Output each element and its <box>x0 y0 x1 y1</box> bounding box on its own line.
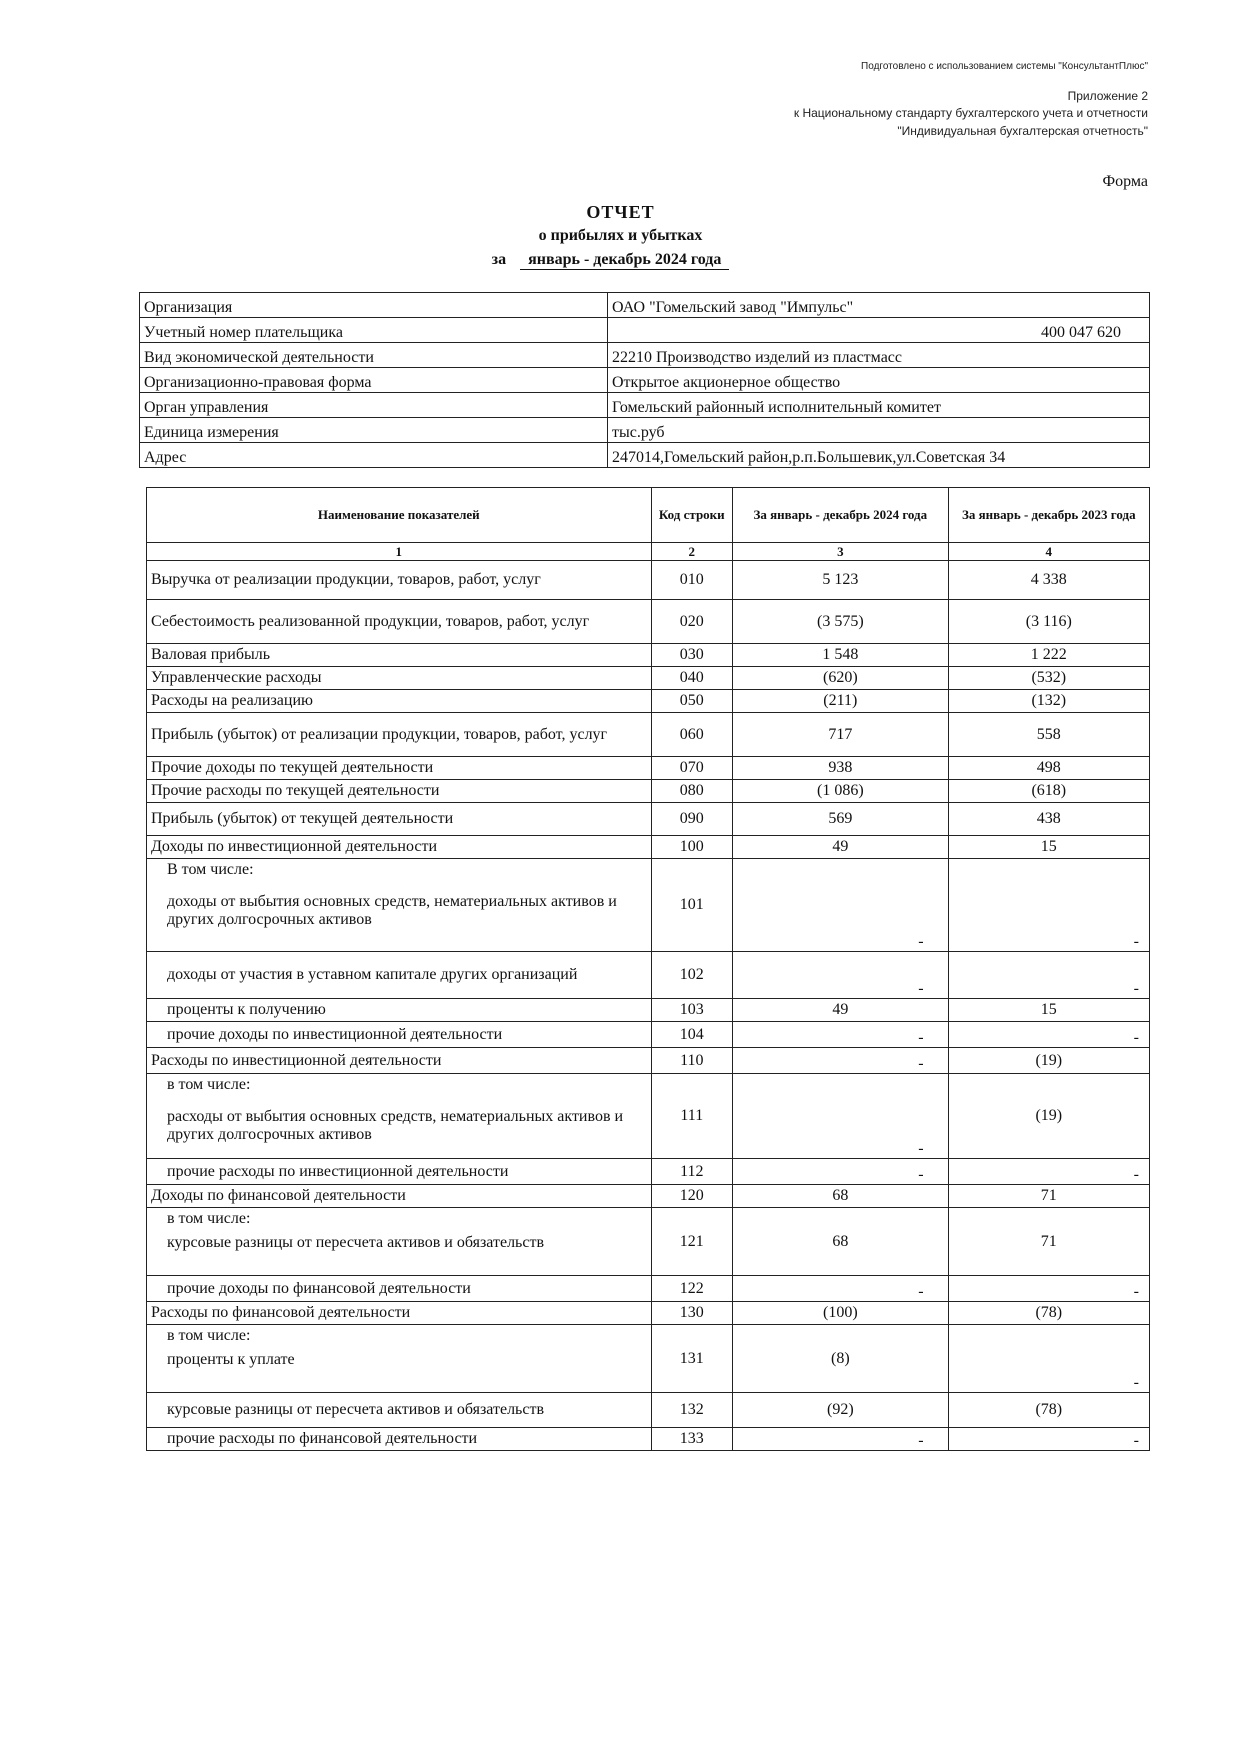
info-label: Организация <box>140 293 608 318</box>
value-2023: - <box>948 1276 1149 1302</box>
value-2024: 68 <box>733 1208 949 1276</box>
table-row <box>147 1208 1150 1276</box>
table-row <box>147 859 1150 952</box>
index-3: 3 <box>733 543 949 561</box>
row-name <box>147 1325 652 1393</box>
info-row <box>140 368 1150 393</box>
row-label: проценты к уплате <box>167 1351 295 1368</box>
value-2024: - <box>733 1048 949 1074</box>
value-2023: - <box>948 952 1149 999</box>
value-2024: 938 <box>733 757 949 780</box>
table-row <box>147 803 1150 836</box>
row-label: курсовые разницы от пересчета активов и обязательств <box>167 1234 544 1251</box>
row-code: 040 <box>651 667 733 690</box>
table-row <box>147 1393 1150 1428</box>
info-value: Открытое акционерное общество <box>608 368 1150 393</box>
value-2023: - <box>948 1428 1149 1451</box>
value-2023: (3 116) <box>948 600 1149 644</box>
report-title: ОТЧЕТ <box>586 202 655 222</box>
value-2024: 717 <box>733 713 949 757</box>
value-2024: (8) <box>733 1325 949 1393</box>
row-code: 050 <box>651 690 733 713</box>
info-row <box>140 393 1150 418</box>
header-code: Код строки <box>651 488 733 543</box>
value-2023: 4 338 <box>948 561 1149 600</box>
row-subheading: в том числе: <box>167 1327 251 1344</box>
info-label: Вид экономической деятельности <box>140 343 608 368</box>
info-value: 247014,Гомельский район,р.п.Большевик,ул.Советская 34 <box>608 443 1150 468</box>
info-row <box>140 343 1150 368</box>
info-value: 22210 Производство изделий из пластмасс <box>608 343 1150 368</box>
row-name: прочие расходы по финансовой деятельности <box>147 1428 652 1451</box>
value-2023: 71 <box>948 1185 1149 1208</box>
value-2023: 438 <box>948 803 1149 836</box>
row-name: Прочие доходы по текущей деятельности <box>147 757 652 780</box>
value-2024: - <box>733 1159 949 1185</box>
index-4: 4 <box>948 543 1149 561</box>
appendix-standard: к Национальному стандарту бухгалтерского учета и отчетности <box>793 106 1148 120</box>
row-name: Расходы по финансовой деятельности <box>147 1302 652 1325</box>
row-name: Себестоимость реализованной продукции, товаров, работ, услуг <box>147 600 652 644</box>
row-code: 101 <box>651 859 733 952</box>
row-code: 111 <box>651 1074 733 1159</box>
row-name: проценты к получению <box>147 999 652 1022</box>
row-name <box>147 1074 652 1159</box>
row-name: Прочие расходы по текущей деятельности <box>147 780 652 803</box>
value-2023: (618) <box>948 780 1149 803</box>
row-subheading: в том числе: <box>167 1076 251 1093</box>
value-2023: (78) <box>948 1302 1149 1325</box>
info-value: 400 047 620 <box>608 318 1150 343</box>
table-row <box>147 1185 1150 1208</box>
info-row <box>140 443 1150 468</box>
row-code: 120 <box>651 1185 733 1208</box>
info-value: ОАО "Гомельский завод "Импульс" <box>608 293 1150 318</box>
row-name: прочие доходы по финансовой деятельности <box>147 1276 652 1302</box>
row-code: 132 <box>651 1393 733 1428</box>
row-name: Выручка от реализации продукции, товаров, работ, услуг <box>147 561 652 600</box>
value-2024: 569 <box>733 803 949 836</box>
value-2024: 49 <box>733 836 949 859</box>
value-2023: 15 <box>948 836 1149 859</box>
value-2023: (532) <box>948 667 1149 690</box>
index-1: 1 <box>147 543 652 561</box>
row-name: Расходы на реализацию <box>147 690 652 713</box>
appendix-label: Приложение 2 <box>1067 89 1148 103</box>
info-row <box>140 318 1150 343</box>
row-code: 104 <box>651 1022 733 1048</box>
value-2024: - <box>733 1428 949 1451</box>
table-row <box>147 1022 1150 1048</box>
value-2023: 558 <box>948 713 1149 757</box>
value-2024: 49 <box>733 999 949 1022</box>
row-name: Прибыль (убыток) от текущей деятельности <box>147 803 652 836</box>
row-code: 010 <box>651 561 733 600</box>
table-row <box>147 1325 1150 1393</box>
row-code: 133 <box>651 1428 733 1451</box>
row-name: Валовая прибыль <box>147 644 652 667</box>
row-name: Расходы по инвестиционной деятельности <box>147 1048 652 1074</box>
value-2024: - <box>733 1022 949 1048</box>
row-name: Доходы по финансовой деятельности <box>147 1185 652 1208</box>
value-2024: - <box>733 952 949 999</box>
table-row <box>147 561 1150 600</box>
value-2023: 15 <box>948 999 1149 1022</box>
table-row <box>147 713 1150 757</box>
info-label: Единица измерения <box>140 418 608 443</box>
row-code: 090 <box>651 803 733 836</box>
table-row <box>147 644 1150 667</box>
table-row <box>147 1048 1150 1074</box>
value-2023: - <box>948 1325 1149 1393</box>
row-subheading: В том числе: <box>167 861 254 878</box>
value-2024: (211) <box>733 690 949 713</box>
row-code: 080 <box>651 780 733 803</box>
value-2023: - <box>948 1159 1149 1185</box>
table-row <box>147 836 1150 859</box>
report-subtitle: о прибылях и убытках <box>538 227 703 244</box>
form-label: Форма <box>1102 173 1148 190</box>
row-code: 103 <box>651 999 733 1022</box>
table-row <box>147 600 1150 644</box>
value-2024: (1 086) <box>733 780 949 803</box>
value-2024: 68 <box>733 1185 949 1208</box>
table-row <box>147 1428 1150 1451</box>
value-2023: 498 <box>948 757 1149 780</box>
row-code: 102 <box>651 952 733 999</box>
row-code: 121 <box>651 1208 733 1276</box>
report-period: январь - декабрь 2024 года <box>520 251 729 270</box>
row-code: 030 <box>651 644 733 667</box>
table-header-row <box>147 488 1150 543</box>
table-row <box>147 999 1150 1022</box>
row-name: курсовые разницы от пересчета активов и обязательств <box>147 1393 652 1428</box>
value-2023: - <box>948 859 1149 952</box>
profit-loss-table <box>146 487 1150 1451</box>
table-row <box>147 1276 1150 1302</box>
row-code: 060 <box>651 713 733 757</box>
prepared-note: Подготовлено с использованием системы "КонсультантПлюс" <box>861 61 1148 72</box>
row-code: 130 <box>651 1302 733 1325</box>
row-code: 100 <box>651 836 733 859</box>
report-period-line <box>0 251 1231 270</box>
row-name: доходы от участия в уставном капитале других организаций <box>147 952 652 999</box>
info-value: Гомельский районный исполнительный комитет <box>608 393 1150 418</box>
index-2: 2 <box>651 543 733 561</box>
appendix-standard-name: "Индивидуальная бухгалтерская отчетность" <box>897 124 1148 138</box>
table-row <box>147 1074 1150 1159</box>
row-code: 110 <box>651 1048 733 1074</box>
value-2024: 5 123 <box>733 561 949 600</box>
row-code: 112 <box>651 1159 733 1185</box>
value-2023: (19) <box>948 1074 1149 1159</box>
value-2024: (620) <box>733 667 949 690</box>
row-name: Прибыль (убыток) от реализации продукции, товаров, работ, услуг <box>147 713 652 757</box>
row-name <box>147 1208 652 1276</box>
info-label: Учетный номер плательщика <box>140 318 608 343</box>
value-2023: 1 222 <box>948 644 1149 667</box>
value-2024: - <box>733 1276 949 1302</box>
value-2023: (78) <box>948 1393 1149 1428</box>
value-2023: 71 <box>948 1208 1149 1276</box>
row-name: прочие доходы по инвестиционной деятельности <box>147 1022 652 1048</box>
info-label: Организационно-правовая форма <box>140 368 608 393</box>
info-label: Адрес <box>140 443 608 468</box>
row-name: Доходы по инвестиционной деятельности <box>147 836 652 859</box>
value-2024: 1 548 <box>733 644 949 667</box>
table-row <box>147 757 1150 780</box>
value-2024: (92) <box>733 1393 949 1428</box>
info-row <box>140 418 1150 443</box>
row-subheading: в том числе: <box>167 1210 251 1227</box>
row-code: 131 <box>651 1325 733 1393</box>
value-2023: (132) <box>948 690 1149 713</box>
row-name: прочие расходы по инвестиционной деятельности <box>147 1159 652 1185</box>
table-row <box>147 1159 1150 1185</box>
value-2023: (19) <box>948 1048 1149 1074</box>
value-2024: (100) <box>733 1302 949 1325</box>
organization-info-table <box>139 292 1150 468</box>
header-name: Наименование показателей <box>147 488 652 543</box>
row-label: доходы от выбытия основных средств, нематериальных активов и других долгосрочных активов <box>167 893 617 928</box>
row-name <box>147 859 652 952</box>
row-code: 122 <box>651 1276 733 1302</box>
value-2024: - <box>733 1074 949 1159</box>
header-2023: За январь - декабрь 2023 года <box>948 488 1149 543</box>
table-row <box>147 667 1150 690</box>
table-row <box>147 1302 1150 1325</box>
period-prefix: за <box>491 251 507 268</box>
table-row <box>147 780 1150 803</box>
table-row <box>147 952 1150 999</box>
row-code: 020 <box>651 600 733 644</box>
header-2024: За январь - декабрь 2024 года <box>733 488 949 543</box>
value-2024: (3 575) <box>733 600 949 644</box>
value-2023: - <box>948 1022 1149 1048</box>
table-index-row <box>147 543 1150 561</box>
info-row <box>140 293 1150 318</box>
row-label: расходы от выбытия основных средств, нематериальных активов и других долгосрочных активов <box>167 1108 624 1143</box>
value-2024: - <box>733 859 949 952</box>
info-value: тыс.руб <box>608 418 1150 443</box>
row-name: Управленческие расходы <box>147 667 652 690</box>
info-label: Орган управления <box>140 393 608 418</box>
table-row <box>147 690 1150 713</box>
row-code: 070 <box>651 757 733 780</box>
